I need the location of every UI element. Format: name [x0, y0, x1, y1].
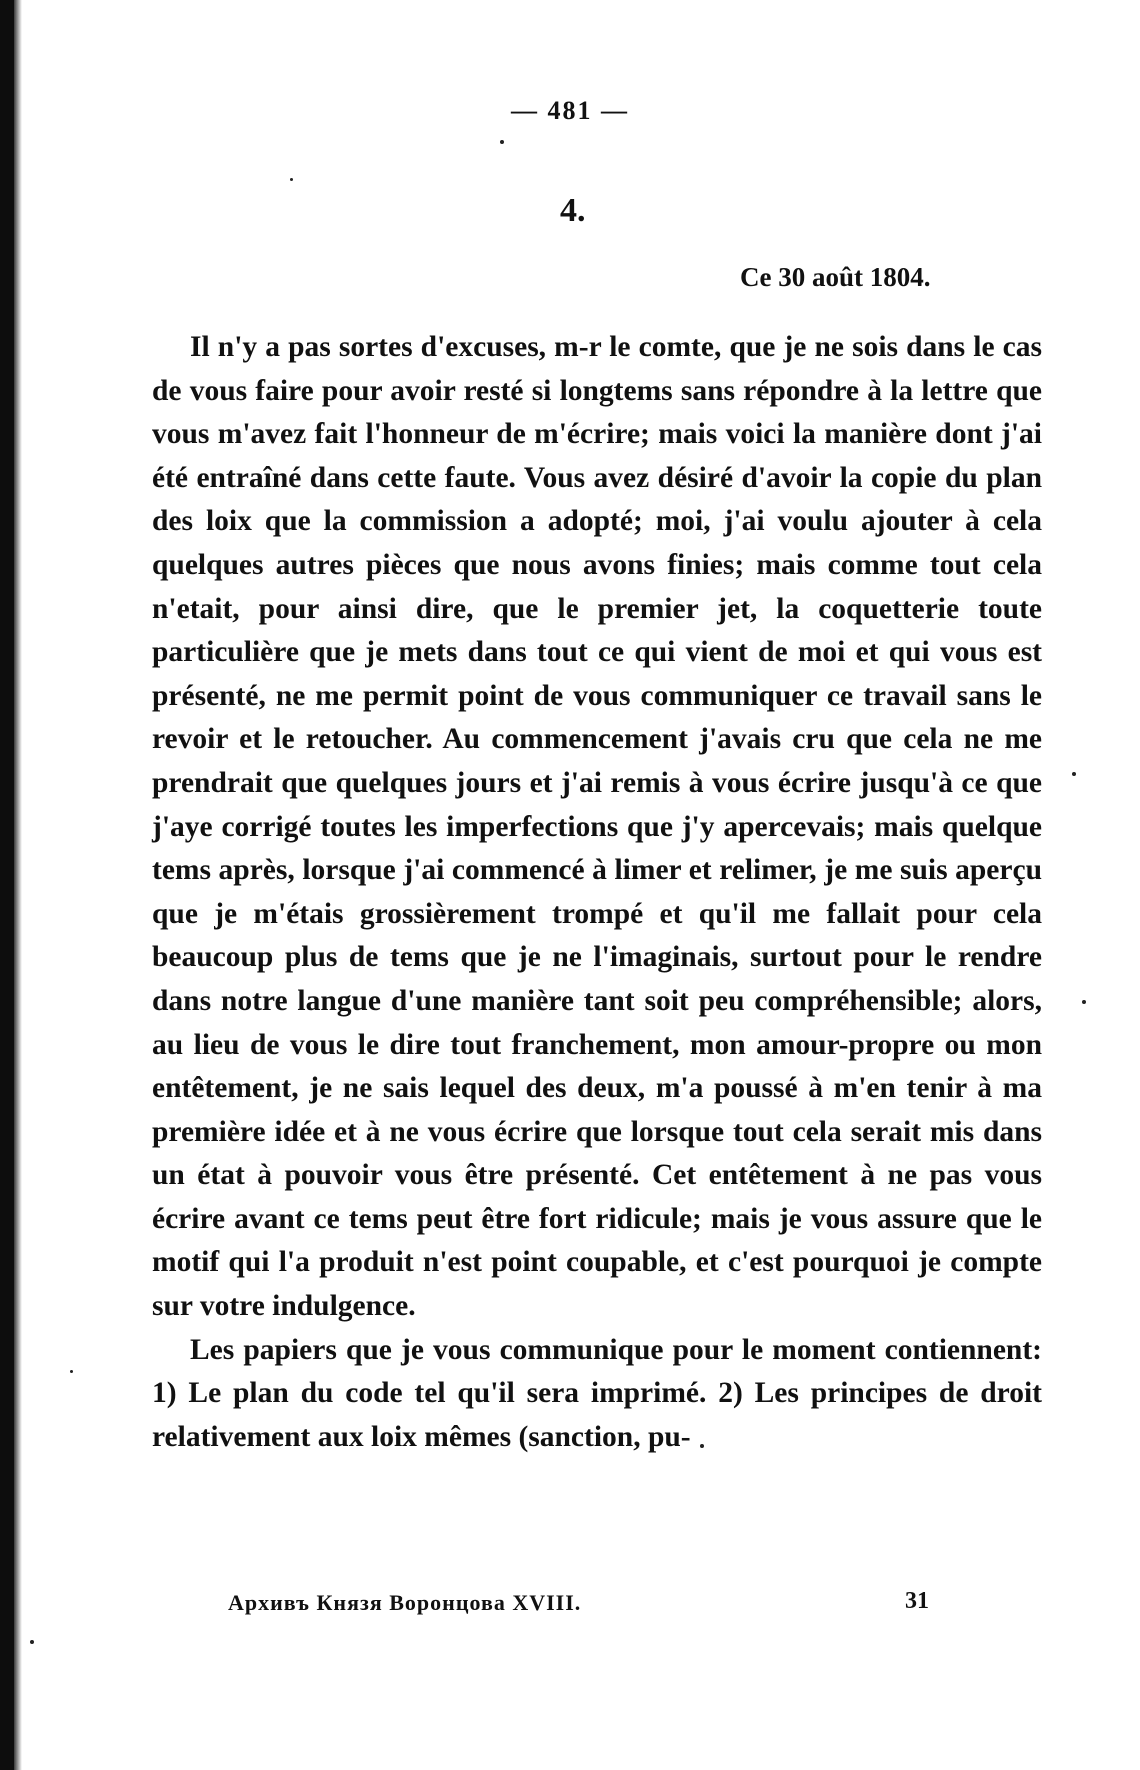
- letter-date: Ce 30 août 1804.: [740, 262, 931, 292]
- scan-edge-shadow: [14, 0, 22, 1770]
- scan-speck: [500, 140, 504, 144]
- page-number: — 481 —: [511, 96, 629, 125]
- scan-binding-edge: [0, 0, 14, 1770]
- archive-footer-title: Архивъ Князя Воронцова XVIII.: [228, 1590, 582, 1615]
- scan-speck: [1082, 1000, 1086, 1004]
- scan-speck: [70, 1370, 73, 1373]
- paragraph-1: Il n'y a pas sortes d'excuses, m-r le comte, que je ne sois dans le cas de vous faire pour avoir resté si longtems sans répondre à la lettre que vous m'avez fait l'honneur de m'écrire; mais voici la manière dont j'ai été entraîné dans cette faute. Vous avez désiré d'avoir la copie du plan des loix que la commission a adopté; moi, j'ai voulu ajouter à cela quelques autres pièces que nous avons finies; mais comme tout cela n'etait, pour ainsi dire, que le premier jet, la coquetterie toute particulière que je mets dans tout ce qui vient de moi et qui vous est présenté, ne me permit point de vous communiquer ce travail sans le revoir et le retoucher. Au commencement j'avais cru que cela ne me prendrait que quelques jours et j'ai remis à vous écrire jusqu'à ce que j'aye corrigé toutes les imperfections que j'y apercevais; mais quelque tems après, lorsque j'ai commencé à limer et relimer, je me suis aperçu que je m'étais grossièrement trompé et qu'il me fallait pour cela beaucoup plus de tems que je ne l'imaginais, surtout pour le rendre dans notre langue d'une manière tant soit peu compréhensible; alors, au lieu de vous le dire tout franchement, mon amour-propre ou mon entêtement, je ne sais lequel des deux, m'a poussé à m'en tenir à ma première idée et à ne vous écrire que lorsque tout cela serait mis dans un état à pouvoir vous être présenté. Cet entêtement à ne pas vous écrire avant ce tems peut être fort ridicule; mais je vous assure que le motif qui l'a produit n'est point coupable, et c'est pourquoi je compte sur votre indulgence.: [152, 331, 1042, 1323]
- paragraph-2: Les papiers que je vous communique pour le moment contiennent: 1) Le plan du code tel qu'il sera imprimé. 2) Les principes de droit relativement aux loix mêmes (sanction, pu-: [152, 1333, 1042, 1453]
- scan-speck: [700, 1444, 704, 1448]
- scan-speck: [290, 178, 293, 181]
- scan-speck: [30, 1640, 34, 1644]
- letter-body: [152, 326, 1042, 1459]
- signature-mark: 31: [905, 1588, 929, 1614]
- scan-speck: [1072, 772, 1076, 776]
- letter-number: 4.: [560, 192, 586, 229]
